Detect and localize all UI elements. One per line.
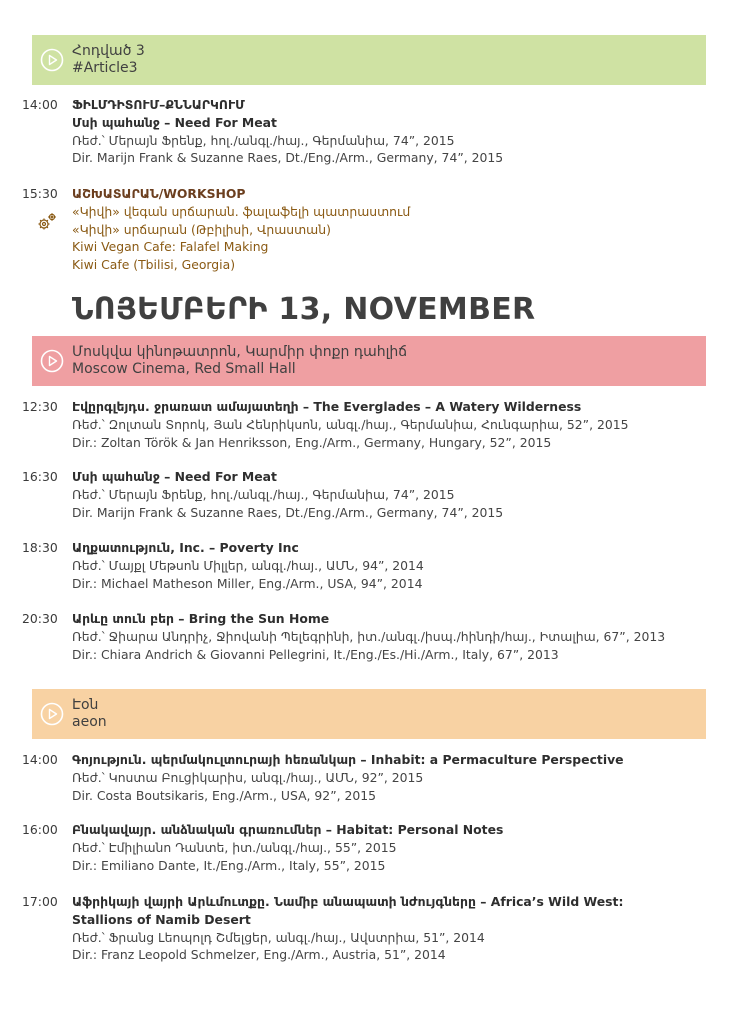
entry-time: 14:00 bbox=[22, 97, 58, 112]
schedule-entry bbox=[22, 610, 712, 663]
entry-title: Մսի պահանջ – Need For Meat bbox=[72, 469, 277, 484]
entry-credit-en: Dir.: Chiara Andrich & Giovanni Pellegrini, It./Eng./Es./Hi./Arm., Italy, 67”, 2013 bbox=[72, 646, 559, 662]
section-title-hy: Էօն bbox=[72, 697, 99, 713]
entry-credit-en: Dir.: Michael Matheson Miller, Eng./Arm., USA, 94”, 2014 bbox=[72, 575, 423, 591]
entry-title: Արևը տուն բեր – Bring the Sun Home bbox=[72, 611, 330, 626]
entry-title: Աֆրիկայի վայրի Արևմուտքը. Նամիբ անապատի նժույգները – Africa’s Wild West: bbox=[72, 894, 624, 909]
date-heading: ՆՈՅԵՄԲԵՐԻ 13, NOVEMBER bbox=[72, 292, 536, 327]
section-title-hy: Մոսկվա կինոթատրոն, Կարմիր փոքր դահլիճ bbox=[72, 344, 408, 360]
play-circle-icon[interactable] bbox=[40, 702, 64, 726]
section-title-hy: Հոդված 3 bbox=[72, 43, 145, 59]
section-header-moscow-cinema bbox=[32, 336, 706, 386]
entry-credit-en: Dir. Costa Boutsikaris, Eng./Arm., USA, 92”, 2015 bbox=[72, 787, 377, 803]
entry-credit-hy: Ռեժ.՝ Զոլտան Տորոկ, Յան Հենրիկսոն, անգլ./հայ., Գերմանիա, Հունգարիա, 52”, 2015 bbox=[72, 416, 629, 432]
schedule-entry bbox=[22, 893, 712, 964]
workshop-entry bbox=[22, 185, 712, 274]
section-header-aeon bbox=[32, 689, 706, 739]
gears-icon bbox=[36, 211, 58, 233]
entry-time: 16:00 bbox=[22, 822, 58, 837]
entry-title: ՖԻԼՄԴԻՏՈՒՄ–ՔՆՆԱՐԿՈՒՄ bbox=[72, 97, 245, 112]
workshop-title: ԱՇԽԱՏԱՐԱՆ/WORKSHOP bbox=[72, 186, 246, 201]
entry-credit-en: Dir. Marijn Frank & Suzanne Raes, Dt./Eng./Arm., Germany, 74”, 2015 bbox=[72, 150, 504, 166]
entry-time: 20:30 bbox=[22, 611, 58, 626]
entry-subtitle: Մսի պահանջ – Need For Meat bbox=[72, 114, 277, 130]
play-circle-icon[interactable] bbox=[40, 48, 64, 72]
entry-title: Բնակավայր. անձնական գրառումներ – Habitat: Personal Notes bbox=[72, 822, 504, 837]
entry-time: 15:30 bbox=[22, 186, 58, 201]
entry-title-continued: Stallions of Namib Desert bbox=[72, 911, 251, 927]
workshop-line: «Կիվի» վեգան սրճարան. ֆալաֆելի պատրաստում bbox=[72, 203, 411, 219]
entry-credit-en: Dir.: Zoltan Török & Jan Henriksson, Eng./Arm., Germany, Hungary, 52”, 2015 bbox=[72, 434, 552, 450]
schedule-entry bbox=[22, 751, 712, 804]
workshop-line: Kiwi Cafe (Tbilisi, Georgia) bbox=[72, 257, 236, 273]
entry-credit-en: Dir.: Emiliano Dante, It./Eng./Arm., Italy, 55”, 2015 bbox=[72, 857, 386, 873]
schedule-entry bbox=[22, 468, 712, 521]
schedule-entry bbox=[22, 398, 712, 451]
entry-credit-en: Dir. Marijn Frank & Suzanne Raes, Dt./Eng./Arm., Germany, 74”, 2015 bbox=[72, 504, 504, 520]
section-title-en: aeon bbox=[72, 714, 107, 730]
schedule-entry bbox=[22, 821, 712, 874]
entry-title: Աղքատություն, Inc. – Poverty Inc bbox=[72, 540, 299, 555]
entry-time: 16:30 bbox=[22, 469, 58, 484]
entry-credit-hy: Ռեժ.՝ Մերայն Ֆրենք, հոլ./անգլ./հայ., Գերմանիա, 74”, 2015 bbox=[72, 486, 455, 502]
schedule-entry bbox=[22, 539, 712, 592]
entry-credit-hy: Ռեժ.՝ Էմիլիանո Դանտե, իտ./անգլ./հայ., 55”, 2015 bbox=[72, 839, 397, 855]
entry-time: 12:30 bbox=[22, 399, 58, 414]
entry-title: Էվըրգլեյդս. ջրառատ ամայատեղի – The Everglades – A Watery Wilderness bbox=[72, 399, 582, 414]
entry-credit-en: Dir.: Franz Leopold Schmelzer, Eng./Arm., Austria, 51”, 2014 bbox=[72, 947, 446, 963]
workshop-line: Kiwi Vegan Cafe: Falafel Making bbox=[72, 239, 269, 255]
entry-credit-hy: Ռեժ.՝ Ջիարա Անդրիչ, Ջիովանի Պելեգրինի, իտ./անգլ./իսպ./հինդի/հայ., Իտալիա, 67”, 2013 bbox=[72, 628, 666, 644]
section-header-article3 bbox=[32, 35, 706, 85]
section-title-en: Moscow Cinema, Red Small Hall bbox=[72, 361, 296, 377]
entry-time: 17:00 bbox=[22, 894, 58, 909]
entry-credit-hy: Ռեժ.՝ Մերայն Ֆրենք, հոլ./անգլ./հայ., Գերմանիա, 74”, 2015 bbox=[72, 132, 455, 148]
schedule-entry bbox=[22, 96, 712, 167]
entry-time: 14:00 bbox=[22, 752, 58, 767]
entry-credit-hy: Ռեժ.՝ Ֆրանց Լեոպոլդ Շմելցեր, անգլ./հայ., Ավստրիա, 51”, 2014 bbox=[72, 929, 485, 945]
play-circle-icon[interactable] bbox=[40, 349, 64, 373]
workshop-line: «Կիվի» սրճարան (Թբիլիսի, Վրաստան) bbox=[72, 221, 331, 237]
entry-title: Գոյություն. պերմակուլտուրայի հեռանկար – Inhabit: a Permaculture Perspective bbox=[72, 752, 624, 767]
section-title-en: #Article3 bbox=[72, 60, 138, 76]
entry-credit-hy: Ռեժ.՝ Կոստա Բուցիկարիս, անգլ./հայ., ԱՄՆ, 92”, 2015 bbox=[72, 769, 424, 785]
entry-time: 18:30 bbox=[22, 540, 58, 555]
entry-credit-hy: Ռեժ.՝ Մայքլ Մեթսոն Միլլեր, անգլ./հայ., ԱՄՆ, 94”, 2014 bbox=[72, 557, 424, 573]
